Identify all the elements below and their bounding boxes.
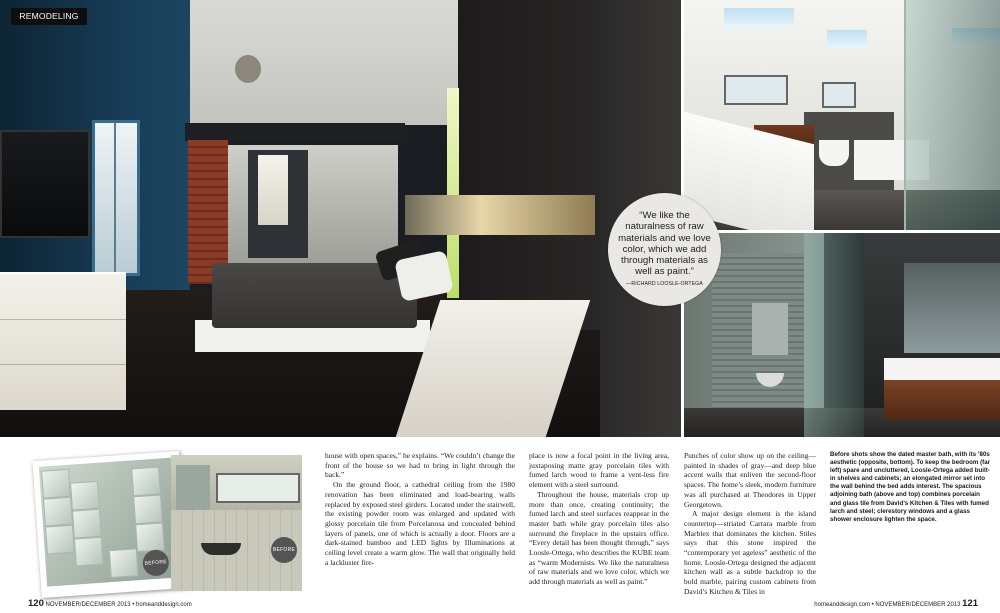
pull-quote [608,193,721,306]
glass-block [135,522,165,552]
green-light-strip [447,88,459,298]
clerestory-window [724,8,794,28]
bath-window [822,82,856,108]
bath-photo-top [684,0,1000,230]
page-number: 120 [28,598,44,609]
paragraph: Punches of color show up on the ceiling—painted in shades of gray—and deep blue accent walls that enliven the second-floor spaces. The home’s sleek, modern furniture was all purchased at Theodores in Upper Georgetown. [684,451,816,509]
before-photo-glass-block [32,451,188,598]
quote-text: “We like the naturalness of raw materials and we love color, which we add through materials as well as paint.” [618,210,711,278]
white-dresser [0,272,126,410]
bath-window [724,75,788,105]
glass-block [72,509,102,539]
paragraph: On the ground floor, a cathedral ceiling from the 1980 renovation has been eliminated and load-bearing walls replaced by exposed steel girders. Located under the stairwell, the existing powder room was enlarged and updated with glossy porcelain tile from Porcelanosa and concealed behind layers of panels, one of which is actually a door. Floors are a dark-stained bamboo and LED lights by Illuminations at ceiling level create a warm glow. The wall that originally held a lackluster fire- [325,480,515,567]
white-vanity [884,358,1000,380]
section-label: REMODELING [11,8,87,25]
before-badge: BEFORE [271,537,297,563]
footer-right [814,598,978,609]
paragraph: A major design element is the island countertop—striated Carrara marble from Marblex that dominates the kitchen. Stiles says that this stone inspired the “contemporary yet ageless” aesthetic of the home. Loosle-Ortega designed the adjacent kitchen wall as a subtle backdrop to the bold marble, pairing custom cabinets from David’s Kitchen & Tiles in [684,509,816,596]
glass-shower [904,0,1000,230]
sink [201,543,241,555]
glass-block [133,494,163,524]
text-column-3 [684,451,816,597]
wall-tv [0,130,90,238]
text-column-2 [529,451,669,587]
before-photo-bath [171,455,302,591]
glass-shower-door [804,233,864,437]
toilet [819,140,849,166]
glass-block [109,548,139,578]
doorway-window [258,155,288,225]
paragraph: house with open spaces,” he explains. “We couldn’t change the front of the house so we had to bring in light through the back.” [325,451,515,480]
glass-block [74,537,104,567]
bedroom-window [92,120,140,276]
text-column-1 [325,451,515,567]
bedroom-photo [0,0,681,437]
mirror [904,263,1000,353]
photo-caption: Before shots show the dated master bath, with its ’80s aesthetic (opposite, bottom). To keep the bedroom (far left) spare and uncluttered, Loosle-Ortega added built-in shelves and cabinets; an elongated mirror set into the wall behind the bed adds interest. The spacious adjoining bath (above and top) combines porcelain and glass tile from David’s Kitchen & Tiles with fumed larch and steel; clerestory windows and a glass shower enclosure lighten the space. [830,451,991,523]
glass-block [43,497,73,527]
paragraph: place is now a focal point in the living area, juxtaposing matte gray porcelain tiles with fumed larch wood to frame a vent-less fire element with a steel surround. [529,451,669,490]
ceiling-fan [235,55,261,83]
dark-wall-panel [458,0,608,330]
before-badge: BEFORE [142,549,170,577]
footer-text: homeanddesign.com • NOVEMBER/DECEMBER 2013 [814,602,961,608]
bath-photo-bottom [684,233,1000,437]
bath-window [216,473,300,503]
page-number: 121 [962,598,978,609]
glass-block [131,466,161,496]
footer-text: NOVEMBER/DECEMBER 2013 • homeanddesign.com [45,602,192,608]
paragraph: Throughout the house, materials crop up more than once, creating continuity; the fumed larch and steel surfaces reappear in the master bath while gray porcelain tiles also surround the fireplace in the upstairs office. “Every detail has been thought through,” says Loosle-Ortega, who describes the KUBE team as “warm Modernists. We like the naturalness of raw materials and we love color, which we add through materials as well as paint.” [529,489,669,587]
glass-block [70,481,100,511]
quote-attribution: —RICHARD LOOSLE-ORTEGA [626,281,703,287]
glass-block [41,469,71,499]
glass-block [45,525,75,555]
mirror-shelf [405,195,595,235]
shower-niche [752,303,788,355]
footer-left [28,598,192,609]
larch-cabinet [884,380,1000,420]
clerestory-window [827,30,867,48]
steel-beam [185,123,405,141]
